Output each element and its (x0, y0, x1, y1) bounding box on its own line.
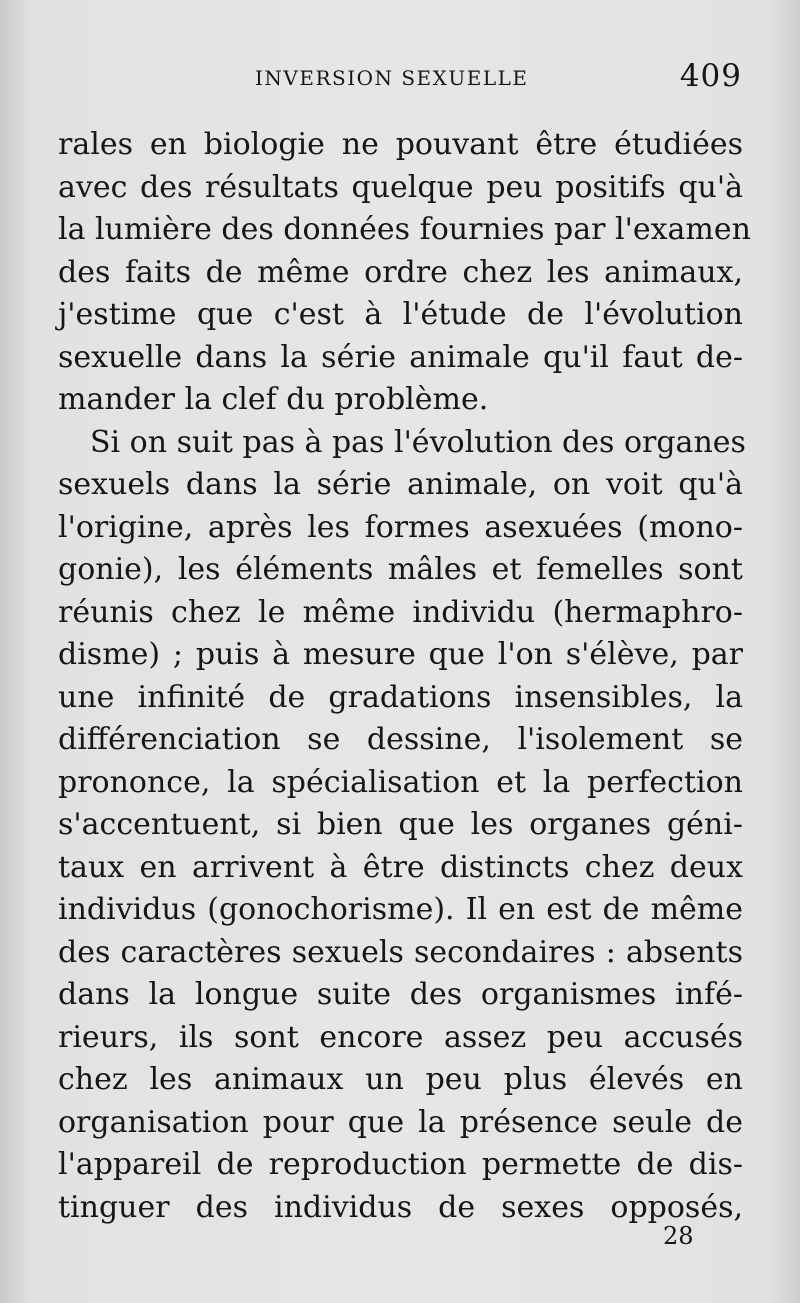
page-number: 409 (679, 58, 742, 94)
text-line: j'estime que c'est à l'étude de l'évolution (58, 297, 743, 332)
text-line: des faits de même ordre chez les animaux, (58, 254, 743, 290)
text-line: des caractères sexuels secondaires : absents (58, 934, 743, 970)
body-text (58, 124, 751, 1229)
running-title: INVERSION SEXUELLE (255, 66, 529, 90)
text-line: sexuelle dans la série animale qu'il faut de- (58, 339, 743, 375)
text-line: avec des résultats quelque peu positifs qu'à (58, 169, 743, 205)
text-line: prononce, la spécialisation et la perfection (58, 764, 743, 800)
text-line: une infinité de gradations insensibles, la (58, 679, 743, 715)
text-line: s'accentuent, si bien que les organes géni- (58, 807, 743, 842)
text-line: la lumière des données fournies par l'examen (58, 212, 751, 247)
running-head (0, 58, 800, 98)
text-line: organisation pour que la présence seule de (58, 1104, 743, 1140)
text-line: gonie), les éléments mâles et femelles sont (58, 552, 743, 587)
text-line: l'origine, après les formes asexuées (mono- (58, 509, 743, 545)
text-line: différenciation se dessine, l'isolement se (58, 722, 743, 757)
text-line: tinguer des individus de sexes opposés, (58, 1189, 743, 1225)
signature-mark: 28 (663, 1222, 694, 1250)
text-line-paragraph-start: Si on suit pas à pas l'évolution des organes (90, 424, 746, 460)
text-line: rales en biologie ne pouvant être étudiées (58, 127, 743, 162)
text-line: l'appareil de reproduction permette de dis- (58, 1147, 743, 1182)
text-line-paragraph-end: mander la clef du problème. (58, 382, 489, 417)
text-line: taux en arrivent à être distincts chez deux (58, 849, 743, 885)
text-line: individus (gonochorisme). Il en est de même (58, 892, 743, 927)
text-line: réunis chez le même individu (hermaphro- (58, 594, 743, 630)
text-line: rieurs, ils sont encore assez peu accusés (58, 1019, 743, 1055)
text-line: disme) ; puis à mesure que l'on s'élève, par (58, 637, 743, 672)
text-line: chez les animaux un peu plus élevés en (58, 1062, 743, 1097)
text-line: dans la longue suite des organismes infé- (58, 977, 743, 1012)
text-line: sexuels dans la série animale, on voit qu'à (58, 467, 743, 502)
